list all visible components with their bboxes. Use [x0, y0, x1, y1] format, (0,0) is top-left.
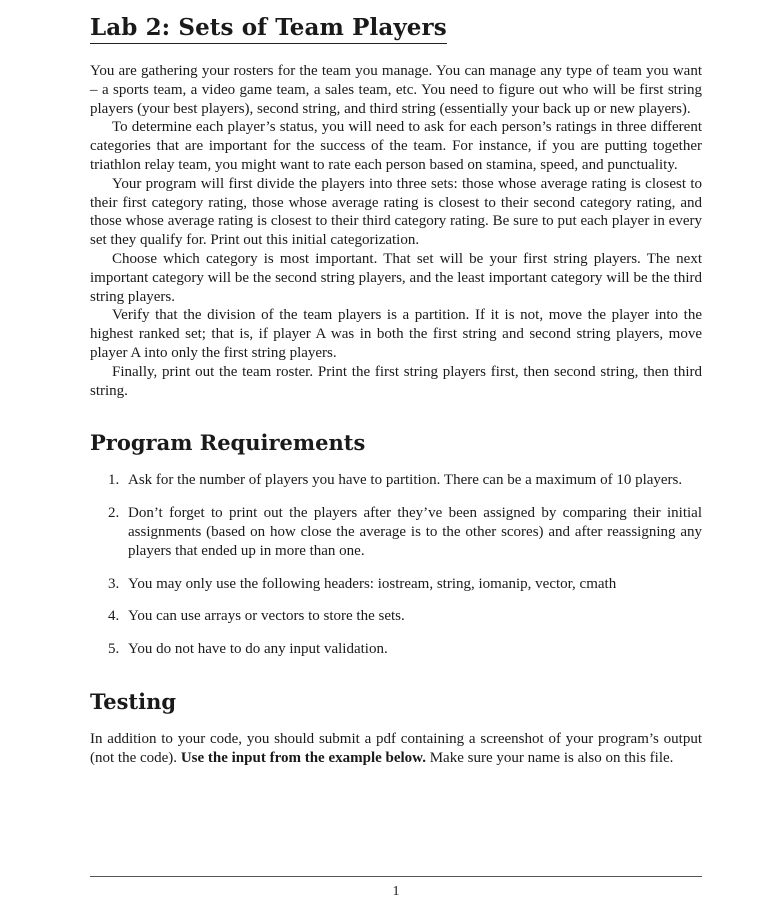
page-number: 1 — [392, 884, 400, 899]
testing-text-after: Make sure your name is also on this file. — [429, 749, 674, 766]
list-item-number: 4. — [108, 608, 120, 625]
list-item — [90, 640, 702, 659]
footer-divider — [90, 876, 702, 877]
list-item-number: 5. — [108, 641, 120, 658]
testing-text-before: In addition to your code, you should submit a pdf containing a screenshot of your program’s output (not the code). — [90, 730, 702, 766]
intro-section — [90, 62, 702, 400]
requirements-heading: Program Requirements — [90, 430, 366, 456]
testing-paragraph — [90, 730, 702, 768]
testing-heading: Testing — [90, 688, 177, 714]
intro-paragraph: Choose which category is most important. That set will be your first string players. The next important category will be the second string players, and the least important category will be the third string players. — [90, 250, 702, 305]
intro-paragraph: You are gathering your rosters for the team you manage. You can manage any type of team you want – a sports team, a video game team, a sales team, etc. You need to figure out who will be first string players (your best players), second string, and third string (essentially your back up or new players). — [90, 63, 702, 117]
intro-paragraph: Your program will first divide the players into three sets: those whose average rating is closest to their first category rating, those whose average rating is closest to their second category rating, and those whose average rating is closest to their third category rating. Be sure to put each player in every set they qualify for. Print out this initial categorization. — [90, 175, 702, 249]
list-item — [90, 575, 702, 594]
list-item-text: Don’t forget to print out the players after they’ve been assigned by comparing their initial assignments (based on how close the average is to the other scores) and after reassigning any players that ended up in more than one. — [128, 505, 702, 559]
list-item-number: 3. — [108, 575, 120, 592]
intro-paragraph: Verify that the division of the team players is a partition. If it is not, move the player into the highest ranked set; that is, if player A was in both the first string and second string players, move player A into only the first string players. — [90, 307, 702, 361]
list-item-number: 1. — [108, 472, 120, 489]
testing-text-bold: Use the input from the example below. — [180, 749, 426, 766]
requirements-list — [90, 471, 702, 659]
document-page — [90, 10, 702, 768]
list-item — [90, 504, 702, 560]
intro-paragraph: Finally, print out the team roster. Print the first string players first, then second string, then third string. — [90, 363, 702, 399]
list-item-text: You may only use the following headers: iostream, string, iomanip, vector, cmath — [128, 575, 617, 592]
list-item-text: Ask for the number of players you have to partition. There can be a maximum of 10 players. — [128, 472, 683, 489]
intro-paragraph: To determine each player’s status, you will need to ask for each person’s ratings in three different categories that are important for the success of the team. For instance, if you are putting together triathlon relay team, you might want to rate each person based on stamina, speed, and punctuality. — [90, 119, 702, 173]
list-item — [90, 607, 702, 626]
list-item-number: 2. — [108, 505, 120, 522]
list-item — [90, 471, 702, 490]
list-item-text: You do not have to do any input validation. — [128, 641, 388, 658]
page-title: Lab 2: Sets of Team Players — [90, 14, 447, 44]
list-item-text: You can use arrays or vectors to store the sets. — [128, 608, 405, 625]
